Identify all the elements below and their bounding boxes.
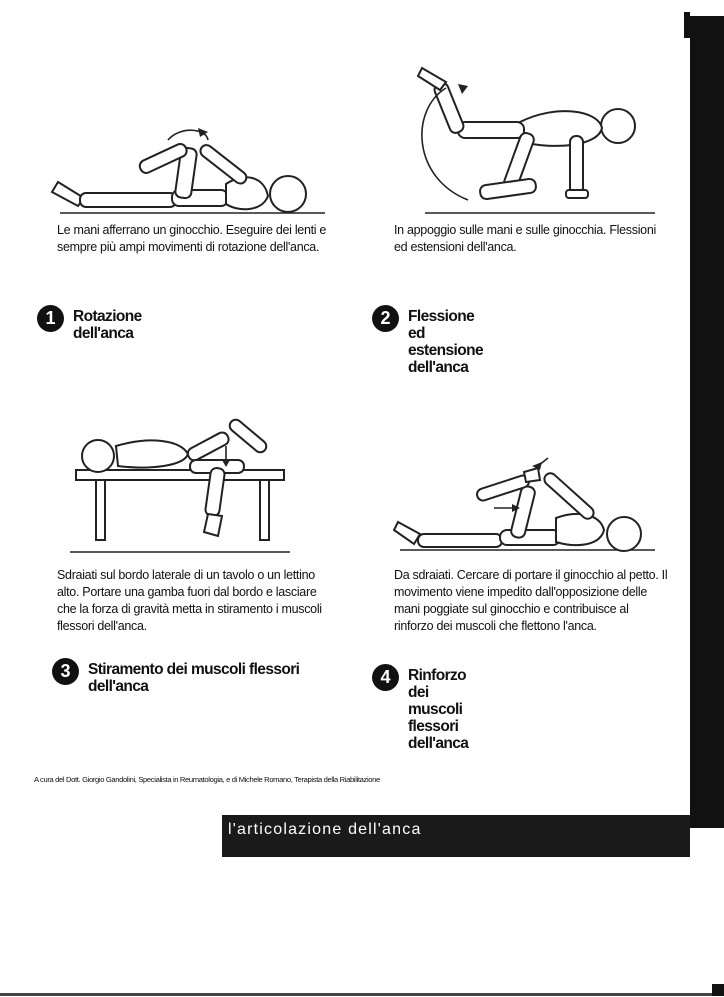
exercise-3-description: Sdraiati sul bordo laterale di un tavolo o un lettino alto. Portare una gamba fuori dal bordo e lasciare che la forza di gravità metta in stiramento i muscoli flessori dell'anca.: [57, 568, 322, 633]
exercise-4-title: Rinforzo dei muscoli flessori dell'anca: [408, 667, 469, 752]
exercise-4-number-badge: 4: [372, 664, 399, 691]
exercise-2-description: In appoggio sulle mani e sulle ginocchia. Flessioni ed estensioni dell'anca.: [394, 223, 656, 254]
bottom-corner-mark: [712, 984, 724, 996]
exercise-1-number-badge: 1: [37, 305, 64, 332]
exercise-2-number-badge: 2: [372, 305, 399, 332]
page-edge-bar: [690, 16, 724, 828]
exercise-1-title: Rotazione dell'anca: [73, 308, 142, 342]
banner-title: l'articolazione dell'anca: [228, 821, 422, 838]
bottom-rule: [0, 993, 724, 996]
exercise-2-title: Flessione ed estensione dell'anca: [408, 308, 483, 376]
exercise-3-title: Stiramento dei muscoli flessori dell'anca: [88, 661, 300, 695]
exercise-4-heading: [372, 667, 468, 752]
exercise-4-description: Da sdraiati. Cercare di portare il ginocchio al petto. Il movimento viene impedito dall'opposizione delle mani poggiate sul ginocchio e contribuisce al rinforzo dei muscoli che flettono l'anca.: [394, 568, 668, 633]
exercise-3-heading: [52, 661, 318, 695]
exercise-3-number-badge: 3: [52, 658, 79, 685]
exercise-1-description: Le mani afferrano un ginocchio. Eseguire dei lenti e sempre più ampi movimenti di rotazione dell'anca.: [57, 223, 327, 254]
credits-line: A cura del Dott. Giorgio Gandolini, Specialista in Reumatologia, e di Michele Romano, Terapista della Riabilitazione: [34, 775, 380, 784]
